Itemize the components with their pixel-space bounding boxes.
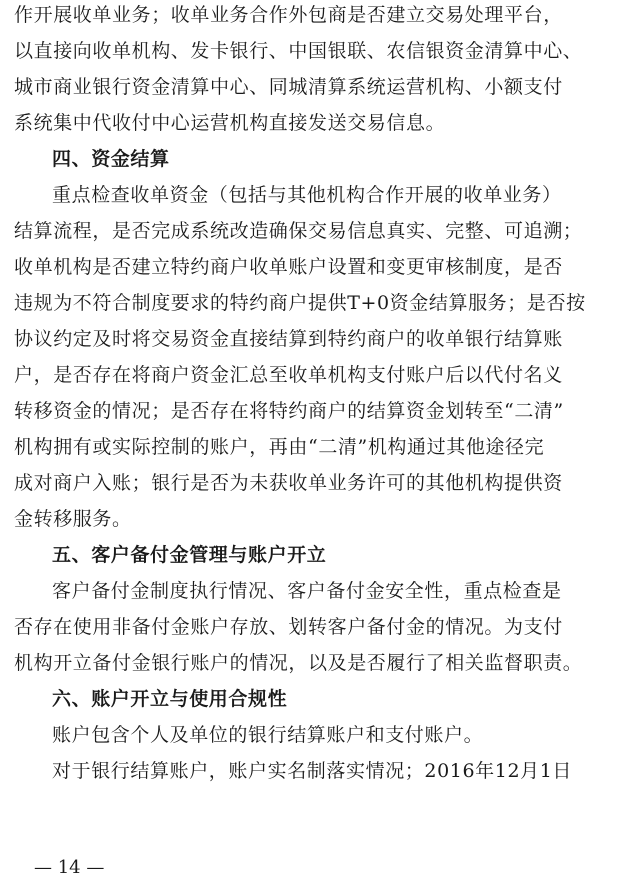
paragraph-line: 对于银行结算账户，账户实名制落实情况；2016年12月1日	[52, 760, 573, 782]
paragraph-line: 否存在使用非备付金账户存放、划转客户备付金的情况。为支付	[14, 616, 563, 638]
paragraph-line: 机构开立备付金银行账户的情况，以及是否履行了相关监督职责。	[14, 652, 583, 674]
section-heading-funds-settlement: 四、资金结算	[52, 148, 170, 170]
section-heading-customer-reserves: 五、客户备付金管理与账户开立	[52, 544, 327, 566]
paragraph-line: 户，是否存在将商户资金汇总至收单机构支付账户后以代付名义	[14, 364, 563, 386]
paragraph-line: 账户包含个人及单位的银行结算账户和支付账户。	[52, 724, 484, 746]
paragraph-line: 作开展收单业务；收单业务合作外包商是否建立交易处理平台，	[14, 4, 563, 26]
paragraph-line: 城市商业银行资金清算中心、同城清算系统运营机构、小额支付	[14, 76, 563, 98]
paragraph-line: 以直接向收单机构、发卡银行、中国银联、农信银资金清算中心、	[14, 40, 583, 62]
paragraph-line: 系统集中代收付中心运营机构直接发送交易信息。	[14, 112, 446, 134]
page-number: — 14 —	[34, 857, 105, 878]
section-heading-account-compliance: 六、账户开立与使用合规性	[52, 688, 288, 710]
paragraph-line: 转移资金的情况；是否存在将特约商户的结算资金划转至“二清”	[14, 400, 564, 422]
paragraph-line: 收单机构是否建立特约商户收单账户设置和变更审核制度，是否	[14, 256, 563, 278]
paragraph-line: 结算流程，是否完成系统改造确保交易信息真实、完整、可追溯；	[14, 220, 583, 242]
paragraph-line: 违规为不符合制度要求的特约商户提供T+0资金结算服务；是否按	[14, 292, 586, 314]
paragraph-line: 重点检查收单资金（包括与其他机构合作开展的收单业务）	[52, 184, 562, 206]
paragraph-line: 金转移服务。	[14, 508, 132, 530]
paragraph-line: 客户备付金制度执行情况、客户备付金安全性，重点检查是	[52, 580, 562, 602]
paragraph-line: 成对商户入账；银行是否为未获收单业务许可的其他机构提供资	[14, 472, 563, 494]
paragraph-line: 机构拥有或实际控制的账户，再由“二清”机构通过其他途径完	[14, 436, 545, 458]
paragraph-line: 协议约定及时将交易资金直接结算到特约商户的收单银行结算账	[14, 328, 563, 350]
